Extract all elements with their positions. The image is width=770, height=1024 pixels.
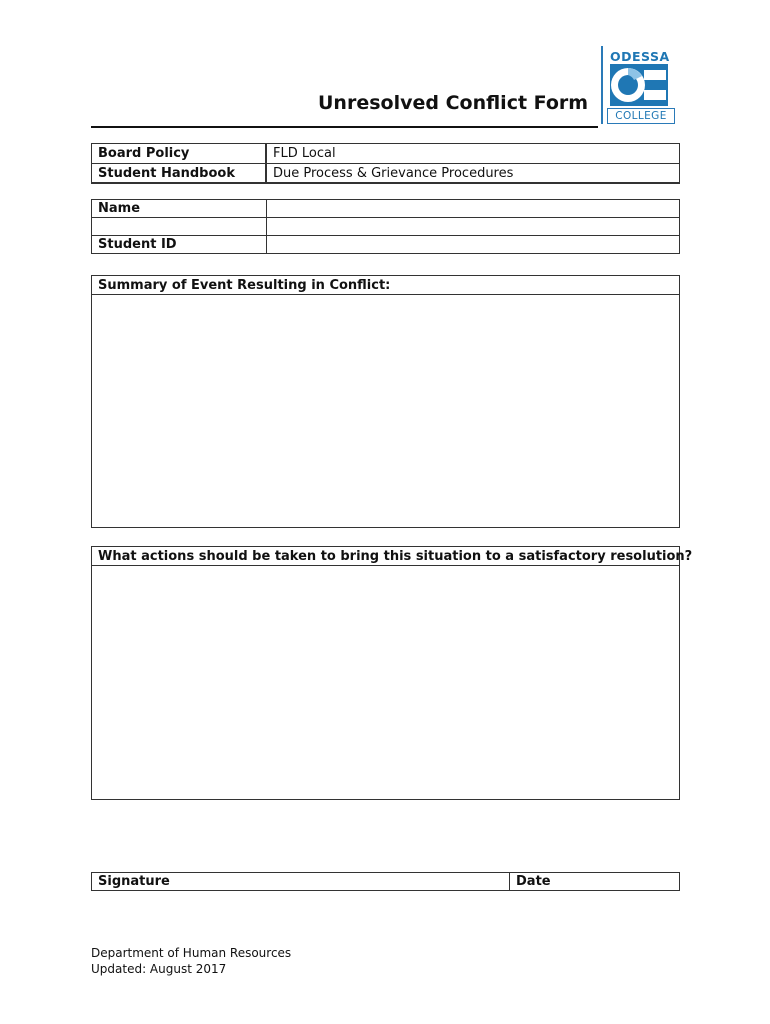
form-title: Unresolved Conflict Form: [318, 92, 589, 114]
name-row: [92, 200, 680, 218]
board-policy-value: FLD Local: [267, 144, 680, 164]
board-policy-label: Board Policy: [92, 144, 267, 164]
spacer-cell: [92, 218, 267, 236]
signature-row: [92, 873, 680, 891]
student-id-field[interactable]: [267, 236, 680, 254]
footer-updated: Updated: August 2017: [91, 962, 227, 976]
logo-wordmark-bottom: COLLEGE: [607, 108, 675, 124]
actions-header: [91, 546, 693, 566]
policy-table: [91, 143, 680, 184]
signature-field[interactable]: Signature: [92, 873, 510, 891]
logo-divider: [601, 46, 603, 124]
actions-text-area[interactable]: [91, 565, 680, 800]
policy-row: [92, 144, 680, 164]
name-field[interactable]: [267, 200, 680, 218]
policy-row: [92, 164, 680, 184]
summary-text-area[interactable]: [91, 294, 680, 528]
student-handbook-value: Due Process & Grievance Procedures: [267, 164, 680, 184]
college-logo-icon: [610, 64, 668, 106]
logo-wordmark-top: ODESSA: [610, 49, 670, 64]
signature-table: [91, 872, 680, 891]
title-underline: [91, 126, 598, 128]
footer: [91, 945, 291, 977]
name-label: Name: [92, 200, 267, 218]
actions-label: What actions should be taken to bring this situation to a satisfactory resolution?: [98, 549, 693, 564]
summary-label: Summary of Event Resulting in Conflict:: [98, 278, 391, 293]
spacer-cell: [267, 218, 680, 236]
student-info-table: [91, 199, 680, 254]
student-id-row: [92, 236, 680, 254]
spacer-row: [92, 218, 680, 236]
footer-department: Department of Human Resources: [91, 946, 292, 960]
date-field[interactable]: Date: [510, 873, 680, 891]
summary-header: [91, 275, 680, 295]
student-id-label: Student ID: [92, 236, 267, 254]
student-handbook-label: Student Handbook: [92, 164, 267, 184]
